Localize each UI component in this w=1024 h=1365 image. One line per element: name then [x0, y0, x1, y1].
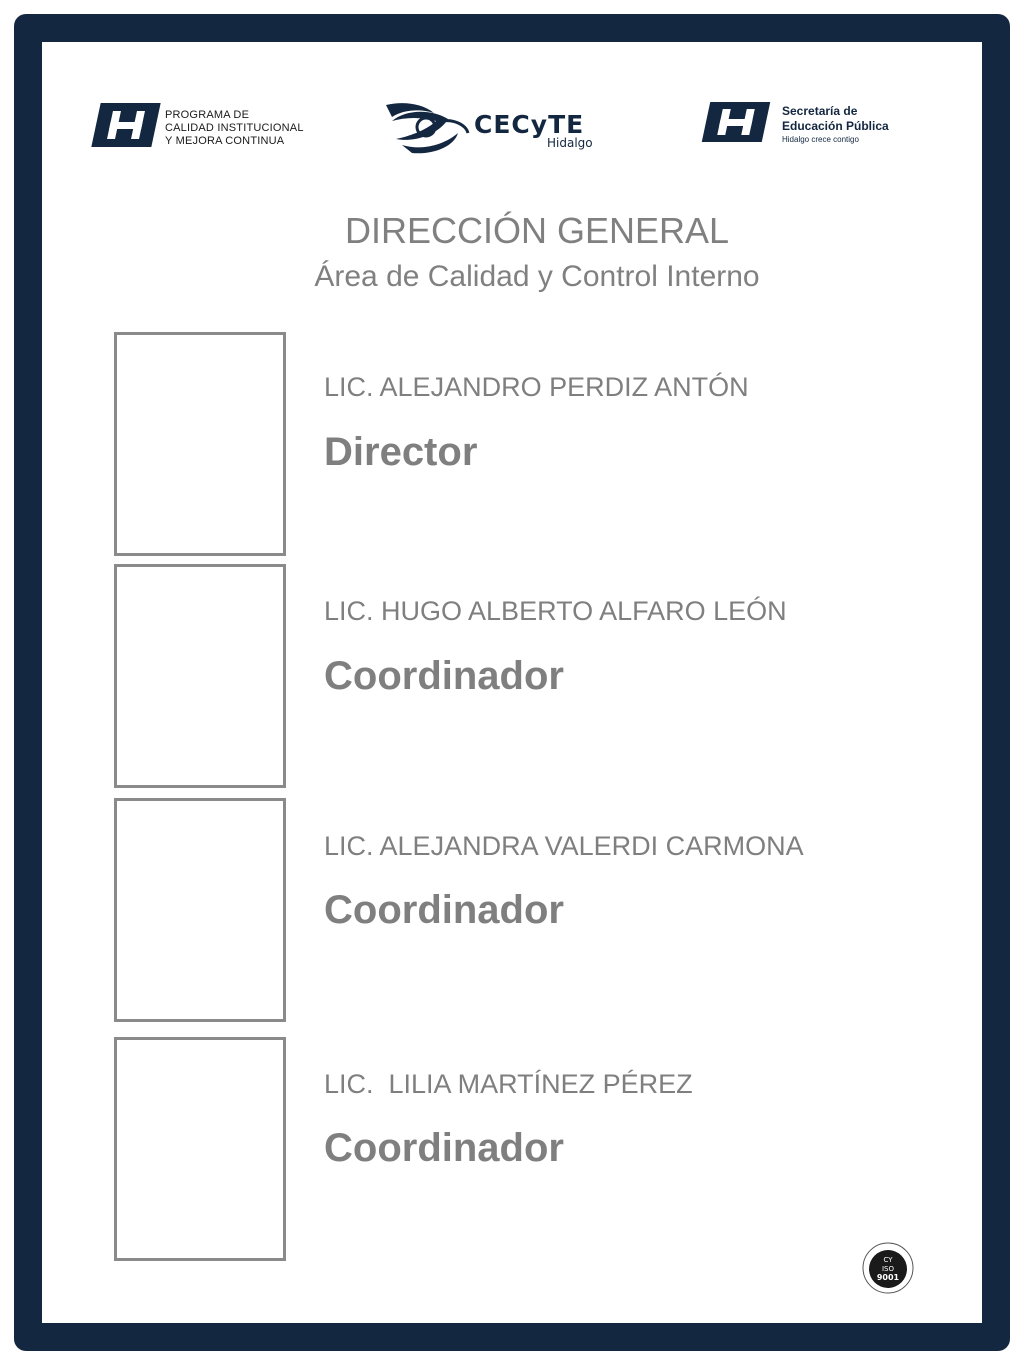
- page-title: DIRECCIÓN GENERAL: [344, 210, 730, 251]
- h-emblem-icon: [702, 102, 771, 142]
- photo-placeholder: [114, 1037, 286, 1261]
- sep-logo-line: Educación Pública: [782, 119, 889, 133]
- program-logo-line: CALIDAD INSTITUCIONAL: [165, 122, 304, 134]
- staff-role: Coordinador: [324, 1126, 564, 1170]
- photo-placeholder: [114, 564, 286, 788]
- program-logo-line: Y MEJORA CONTINUA: [165, 135, 285, 147]
- iso-seal-line: CY: [883, 1256, 893, 1264]
- h-emblem-icon: [91, 103, 160, 147]
- cecyte-logo-subtitle: Hidalgo: [547, 136, 593, 150]
- page-subtitle: Área de Calidad y Control Interno: [314, 260, 760, 293]
- photo-placeholder: [114, 798, 286, 1022]
- photo-placeholder: [114, 332, 286, 556]
- staff-name: LIC. ALEJANDRO PERDIZ ANTÓN: [324, 372, 749, 402]
- staff-name: LIC. ALEJANDRA VALERDI CARMONA: [324, 831, 804, 861]
- program-logo-text: [165, 109, 304, 148]
- iso-seal-line: 9001: [876, 1273, 900, 1282]
- staff-role: Coordinador: [324, 654, 564, 698]
- staff-name: LIC. HUGO ALBERTO ALFARO LEÓN: [324, 596, 787, 626]
- staff-role: Coordinador: [324, 888, 564, 932]
- cecyte-swirl-icon: [382, 99, 472, 155]
- sep-logo-line: Secretaría de: [782, 104, 858, 118]
- staff-name: LIC. LILIA MARTÍNEZ PÉREZ: [324, 1069, 693, 1099]
- iso-seal-line: ISO: [881, 1265, 895, 1273]
- iso-9001-seal-icon: [862, 1242, 914, 1294]
- sep-logo-tagline: Hidalgo crece contigo: [782, 135, 859, 144]
- sep-logo-text: [782, 104, 889, 134]
- staff-role: Director: [324, 430, 478, 474]
- program-logo-line: PROGRAMA DE: [165, 109, 250, 121]
- cecyte-logo-name: CECyTE: [474, 110, 585, 139]
